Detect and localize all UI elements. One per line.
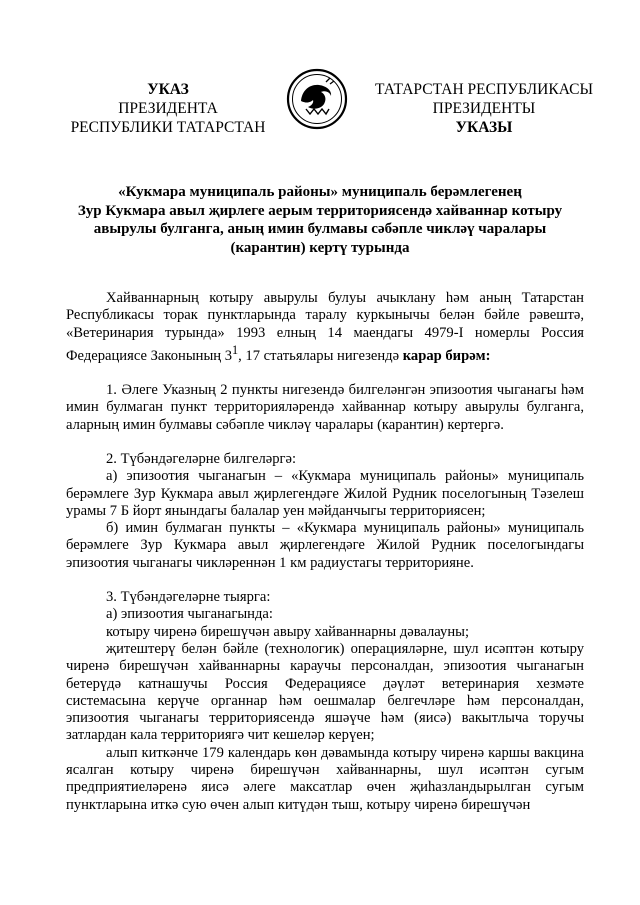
item-1: 1. Әлеге Указның 2 пункты нигезендә билгеләнгән эпизоотия чыганагы һәм имин булмаган пункт территорияләрендә хайваннар котыру авырулы булганга, аларның имин булмавы сәбәпле чикләү чаралары (карантин) кертергә.	[66, 382, 584, 433]
decree-body	[66, 290, 584, 814]
tatarstan-emblem-icon	[286, 68, 348, 130]
item-3a-3: алып киткәнче 179 календарь көн дәвамында котыру чиренә каршы вакцина ясалган котыру чиренә бирешүчән хайваннарны, шул исәптән сугым предприятиеләренә яисә әлеге максатлар өчен җиһазландырылган сугым пунктларына иткә сую өчен алып китүдән тыш, котыру чиренә бирешүчән	[66, 744, 584, 813]
header-right-line-1: ТАТАРСТАН РЕСПУБЛИКАСЫ	[375, 81, 593, 98]
title-line-2: Зур Кукмара авыл җирлеге аерым территориясендә хайваннар котыру	[77, 202, 563, 219]
header-left-line-2: ПРЕЗИДЕНТА	[118, 100, 218, 117]
item-2-heading: 2. Түбәндәгеләрне билгеләргә:	[106, 450, 297, 467]
preamble-tail: , 17 статьялары нигезендә	[238, 347, 403, 364]
header-right-tatar	[362, 80, 606, 137]
item-3a-1: котыру чиренә бирешүчән авыру хайваннарны дәвалауны;	[106, 623, 470, 640]
header-left-line-1: УКАЗ	[147, 81, 189, 98]
header-left-russian	[58, 80, 278, 137]
item-2a: а) эпизоотия чыганагын – «Кукмара муниципаль районы» муниципаль берәмлеге Зур Кукмара авыл җирлегендәге Жилой Рудник поселогының Тәзелеш урамы 7 Б йорт янындагы балалар уен мәйданчыгы территориясен;	[66, 468, 584, 519]
header-right-line-3: УКАЗЫ	[455, 119, 513, 136]
decree-title	[40, 183, 600, 257]
preamble-text: Хайваннарның котыру авырулы булуы ачыклану һәм аның Татарстан Республикасы торак пунктларында таралу куркынычы белән бәйле рәвештә, «Ветеринария турында» 1993 елның 14 маендагы 4979-I номерлы Россия Федерациясе Законының 3	[66, 290, 584, 364]
preamble-paragraph	[66, 290, 584, 365]
preamble-sup: 1	[232, 342, 239, 357]
header-left-line-3: РЕСПУБЛИКИ ТАТАРСТАН	[70, 119, 266, 136]
preamble-decision: карар бирәм:	[402, 347, 491, 364]
title-line-1: «Кукмара муниципаль районы» муниципаль берәмлегенең	[118, 184, 522, 200]
item-3a-2: җитештерү белән бәйле (технологик) операцияләрне, шул исәптән котыру чиренә бирешүчән хайваннарны караучы персоналдан, эпизоотия чыганагын бетерүдә катнашучы Россия Федерациясе дәүләт ветеринария хезмәте системасына керүче органнар һәм оешмалар белгечләре һәм персоналдан, эпизоотия чыганагы территориясендә яшәүче һәм (яисә) вакытлыча торучы затлардан кала территориягә чит кешеләр керүен;	[66, 640, 584, 744]
header-right-line-2: ПРЕЗИДЕНТЫ	[432, 100, 536, 117]
title-line-4: (карантин) кертү турында	[230, 239, 410, 256]
title-line-3: авырулы булганга, аның имин булмавы сәбәпле чикләү чаралары	[93, 221, 547, 237]
item-2b: б) имин булмаган пункты – «Кукмара муниципаль районы» муниципаль берәмлеге Зур Кукмара авыл җирлегендәге Жилой Рудник поселогындагы эпизоотия чыганагы чикләреннән 1 км радиустагы территорияне.	[66, 520, 584, 571]
item-3a: а) эпизоотия чыганагында:	[106, 606, 273, 623]
item-3-heading: 3. Түбәндәгеләрне тыярга:	[106, 589, 271, 606]
